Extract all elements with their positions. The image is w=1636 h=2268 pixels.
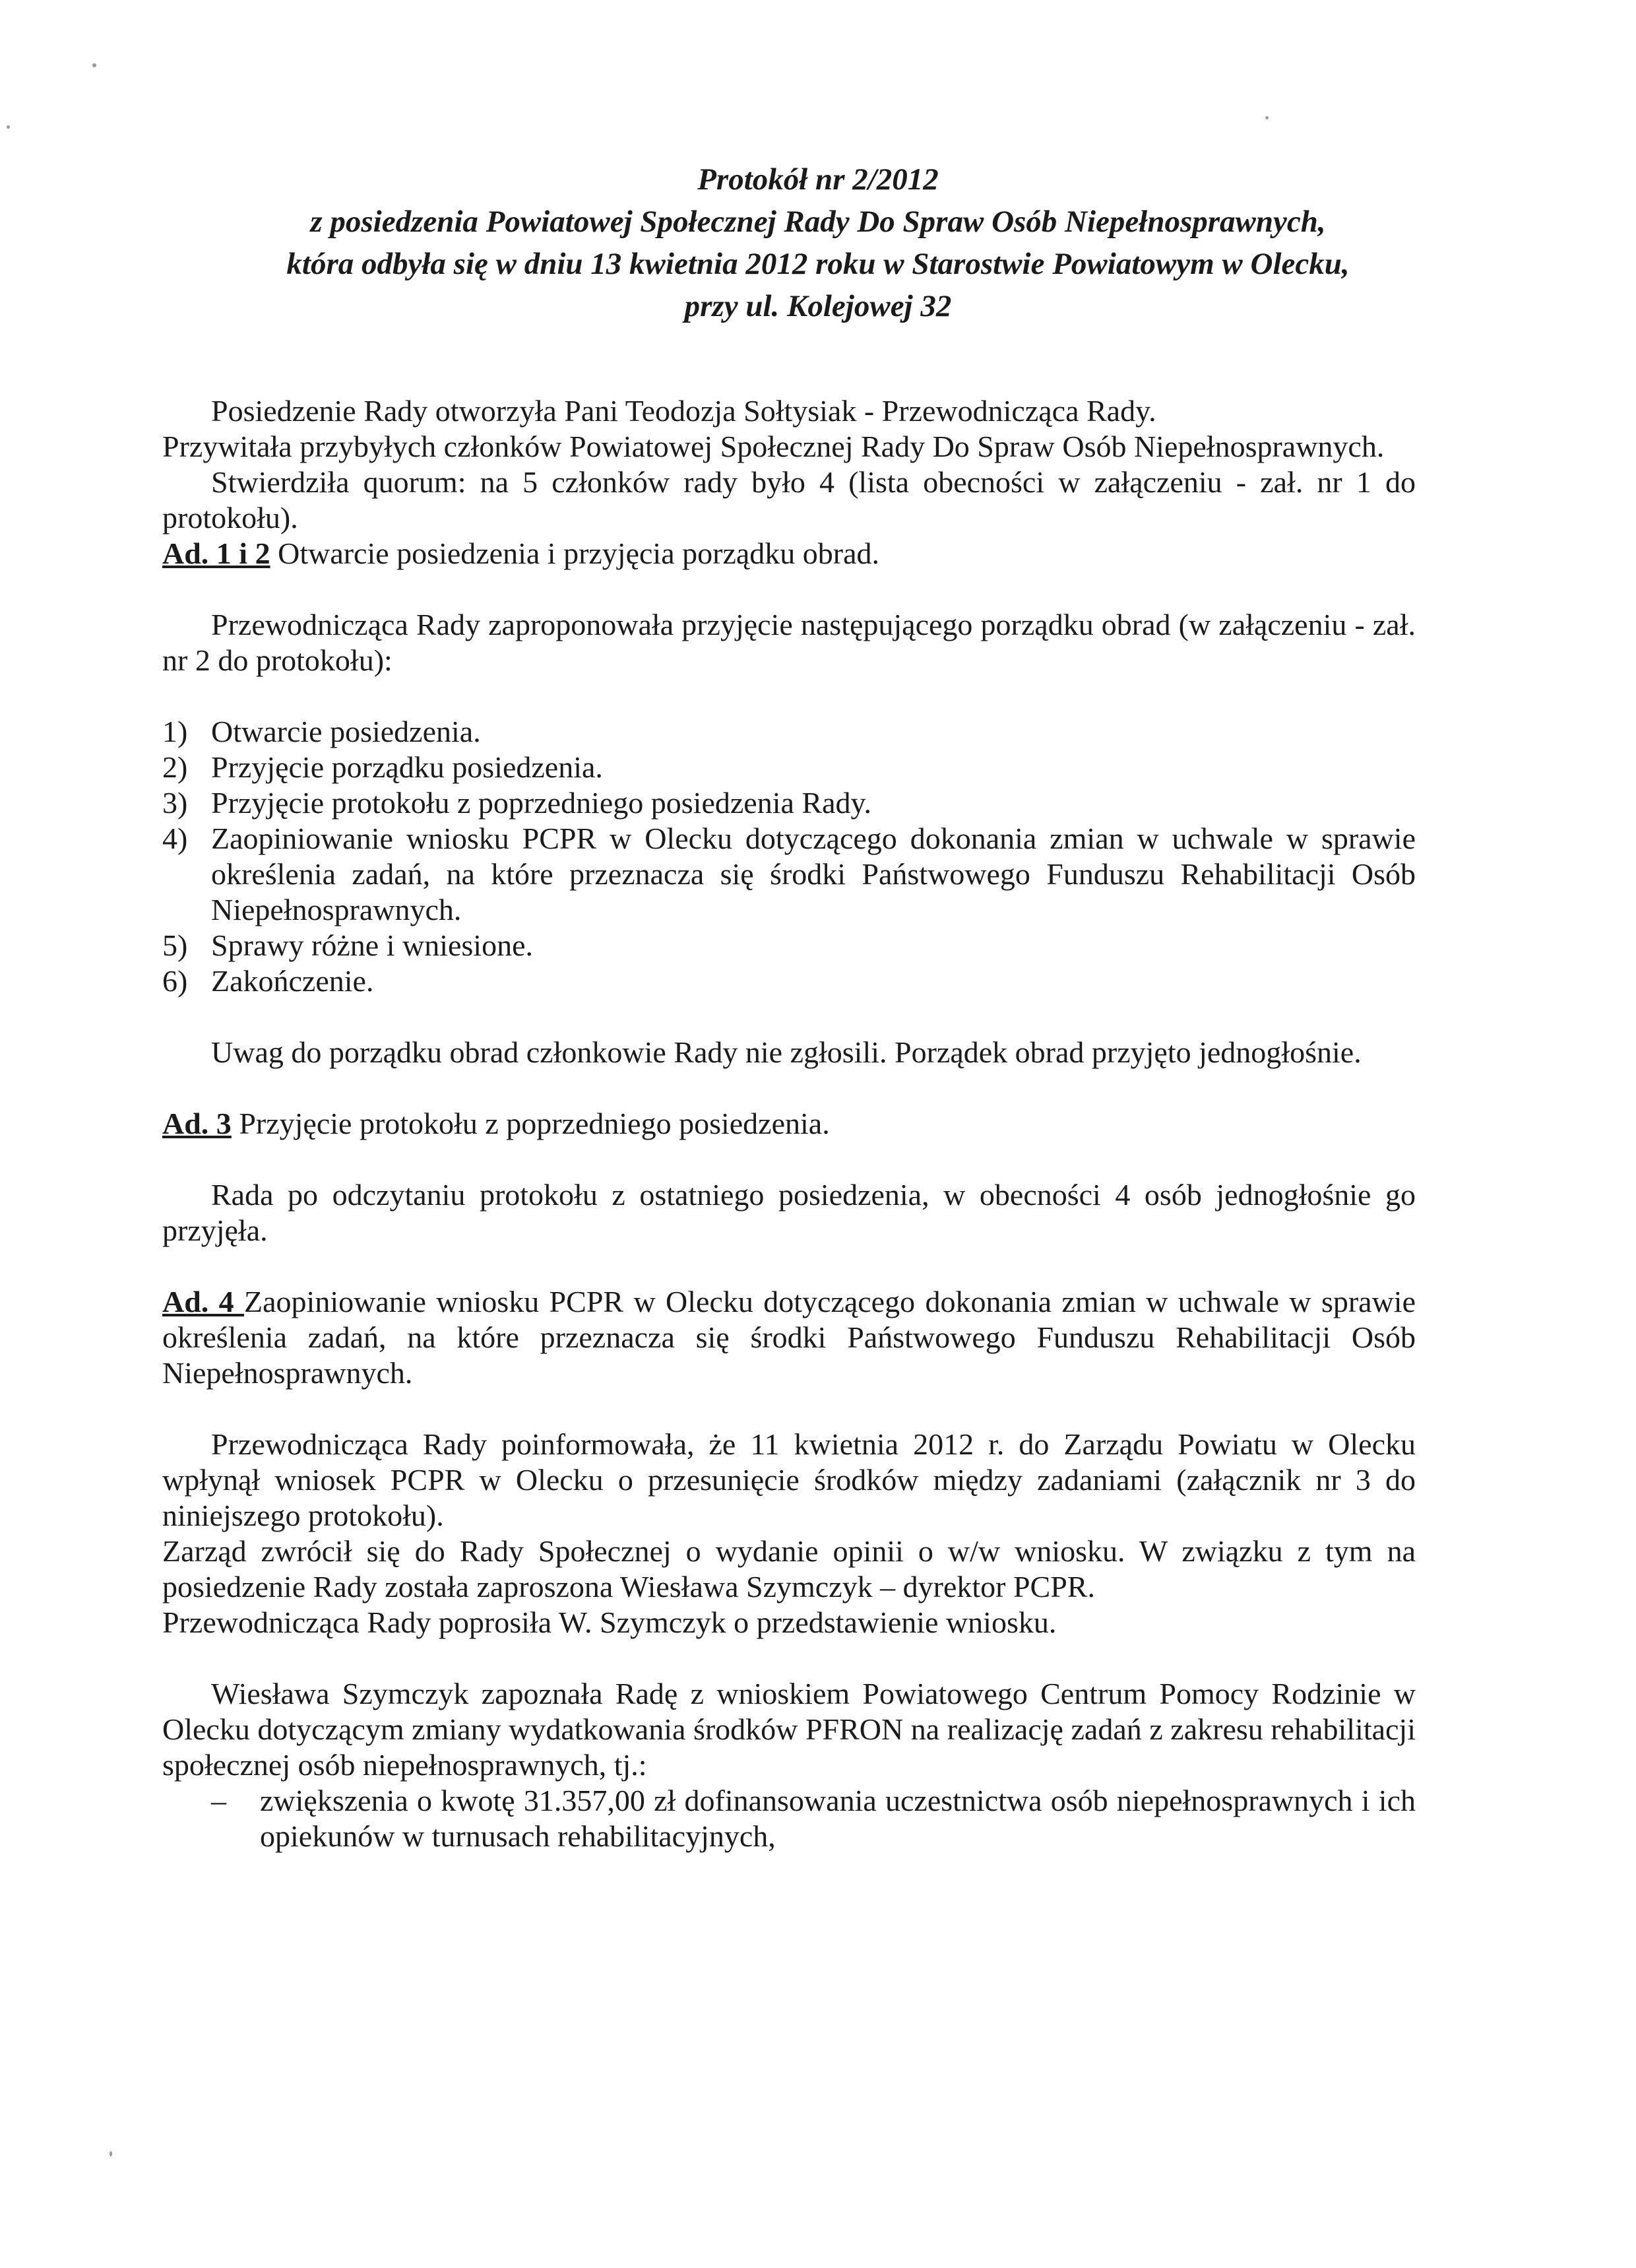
ad4-presentation: Wiesława Szymczyk zapoznała Radę z wnioskiem Powiatowego Centrum Pomocy Rodzinie w Olecku dotyczącym zmiany wydatkowania środków PFRON na realizację zadań z zakresu rehabilitacji społecznej osób niepełnosprawnych, tj.: <box>162 1677 1416 1782</box>
agenda-item-number: 6) <box>162 964 188 998</box>
meeting-address: przy ul. Kolejowej 32 <box>684 289 952 323</box>
scan-speck <box>1265 116 1269 119</box>
ad4-presentation-request: Przewodnicząca Rady poprosiła W. Szymczyk o przedstawienie wniosku. <box>162 1605 1057 1639</box>
changes-list <box>162 1783 1416 1854</box>
agenda-item-text: Otwarcie posiedzenia. <box>211 715 481 748</box>
ad4-request: Zarząd zwrócił się do Rady Społecznej o wydanie opinii o w/w wniosku. W związku z tym na posiedzenie Rady została zaproszona Wiesława Szymczyk – dyrektor PCPR. <box>162 1534 1416 1604</box>
list-item-text: zwiększenia o kwotę 31.357,00 zł dofinansowania uczestnictwa osób niepełnosprawnych i ich opiekunów w turnusach rehabilitacyjnych, <box>260 1784 1416 1853</box>
agenda-item <box>162 785 1416 821</box>
scan-speck <box>110 2151 112 2156</box>
agenda-item-text: Zakończenie. <box>211 964 374 998</box>
intro-quorum: Stwierdziła quorum: na 5 członków rady było 4 (lista obecności w załączeniu - zał. nr 1 do protokołu). <box>162 465 1416 535</box>
ad4-title: Zaopiniowanie wniosku PCPR w Olecku dotyczącego dokonania zmian w uchwale w sprawie określenia zadań, na które przeznacza się środki Państwowego Funduszu Rehabilitacji Osób Niepełnosprawnych. <box>162 1285 1416 1390</box>
ad12-heading <box>162 536 1416 571</box>
agenda-item-number: 4) <box>162 822 188 855</box>
meeting-subtitle: z posiedzenia Powiatowej Społecznej Rady Do Spraw Osób Niepełnosprawnych, <box>310 205 1326 239</box>
ad12-proposal: Przewodnicząca Rady zaproponowała przyjęcie następującego porządku obrad (w załączeniu - zał. nr 2 do protokołu): <box>162 608 1416 677</box>
dash-marker: – <box>211 1784 226 1817</box>
intro-opening: Posiedzenie Rady otworzyła Pani Teodozja Sołtysiak - Przewodnicząca Rady. <box>211 394 1156 428</box>
agenda-item <box>162 928 1416 963</box>
ad3-label: Ad. 3 <box>162 1107 232 1140</box>
document-header <box>172 158 1464 327</box>
ad3-approval: Rada po odczytaniu protokołu z ostatniego posiedzenia, w obecności 4 osób jednogłośnie go przyjęła. <box>162 1178 1416 1247</box>
ad3-title: Przyjęcie protokołu z poprzedniego posiedzenia. <box>231 1107 830 1140</box>
agenda-item-number: 5) <box>162 928 188 962</box>
agenda-item-number: 2) <box>162 750 188 784</box>
ad4-heading <box>162 1284 1416 1391</box>
ad12-label: Ad. 1 i 2 <box>162 536 270 570</box>
intro-welcome: Przywitała przybyłych członków Powiatowej Społecznej Rady Do Spraw Osób Niepełnosprawnych. <box>162 430 1385 463</box>
ad4-label: Ad. 4 <box>162 1285 245 1318</box>
agenda-item <box>162 963 1416 999</box>
meeting-date-place: która odbyła się w dniu 13 kwietnia 2012 roku w Starostwie Powiatowym w Olecku, <box>286 247 1350 281</box>
agenda-list <box>162 714 1416 999</box>
agenda-item <box>162 714 1416 750</box>
agenda-item-text: Przyjęcie protokołu z poprzedniego posiedzenia Rady. <box>211 786 872 820</box>
ad12-remarks: Uwag do porządku obrad członkowie Rady nie zgłosili. Porządek obrad przyjęto jednogłośnie. <box>211 1035 1362 1069</box>
agenda-item-number: 3) <box>162 786 188 820</box>
ad3-heading <box>162 1106 1416 1142</box>
scan-speck <box>7 125 10 129</box>
agenda-item-text: Przyjęcie porządku posiedzenia. <box>211 750 603 784</box>
protocol-title: Protokół nr 2/2012 <box>697 162 939 197</box>
document-body <box>162 393 1416 1854</box>
list-item <box>162 1783 1416 1854</box>
agenda-item-number: 1) <box>162 715 188 748</box>
agenda-item <box>162 750 1416 785</box>
agenda-item <box>162 821 1416 928</box>
agenda-item-text: Zaopiniowanie wniosku PCPR w Olecku dotyczącego dokonania zmian w uchwale w sprawie określenia zadań, na które przeznacza się środki Państwowego Funduszu Rehabilitacji Osób Niepełnosprawnych. <box>211 822 1416 926</box>
ad12-title: Otwarcie posiedzenia i przyjęcia porządku obrad. <box>270 536 880 570</box>
scan-speck <box>92 63 96 67</box>
ad4-information: Przewodnicząca Rady poinformowała, że 11 kwietnia 2012 r. do Zarządu Powiatu w Olecku wpłynął wniosek PCPR w Olecku o przesunięcie środków między zadaniami (załącznik nr 3 do niniejszego protokołu). <box>162 1427 1416 1532</box>
agenda-item-text: Sprawy różne i wniesione. <box>211 928 533 962</box>
